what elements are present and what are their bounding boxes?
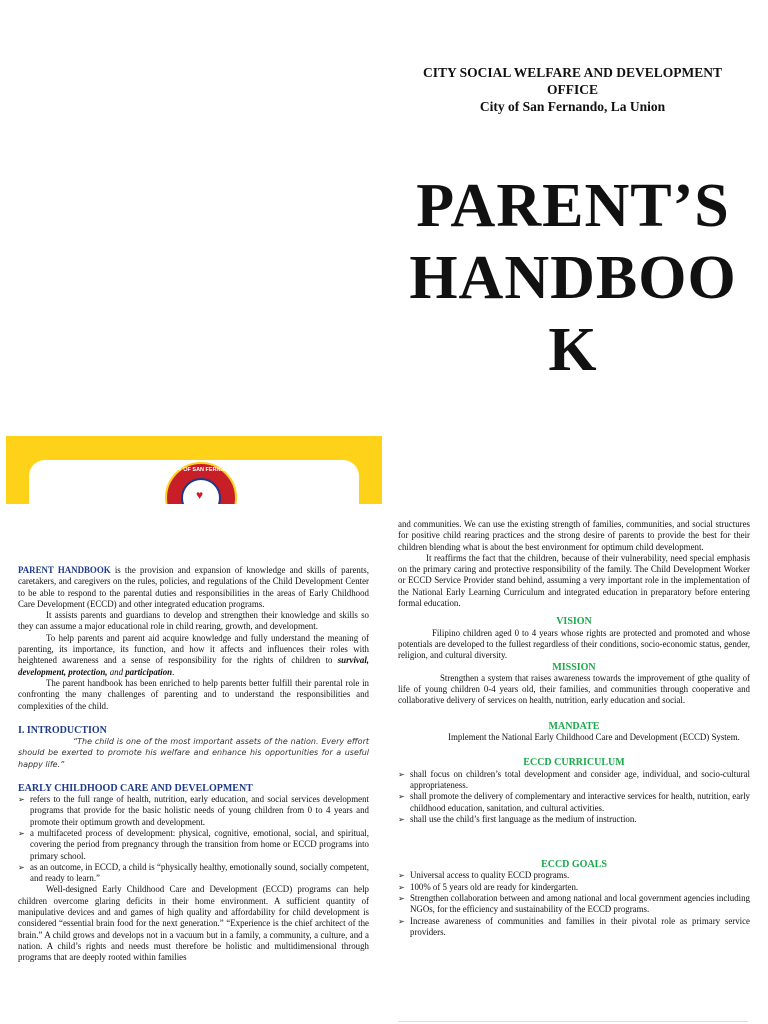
vision-text: Filipino children aged 0 to 4 years whose rights are protected and promoted and whose potentials are developed to the fullest regardless of their conditions, socio-economic status, gender, religion, and cultural diversity. [398,627,750,661]
mandate-heading: MANDATE [548,720,600,732]
heart-icon: ♥ [196,488,204,502]
curriculum-heading: ECCD CURRICULUM [523,757,625,769]
list-item: ➢ Universal access to quality ECCD programs. [398,870,750,881]
seal-text: CITY OF SAN FERNANDO [169,467,237,473]
rights-list: survival, development, protection, [18,655,369,677]
cover-band [6,436,382,504]
right-column [398,519,750,938]
intro-quote: “The child is one of the most important assets of the nation. Every effort should be exerted to promote his welfare and enhance his opportunities for a useful happy life.” [18,737,369,769]
paragraph-3 [18,633,369,678]
title-line2: HANDBOO [409,244,737,312]
title-line3: K [548,316,598,384]
paragraph-5: Well-designed Early Childhood Care and Development (ECCD) programs can help children overcome glaring deficits in their home environment. A sufficient quantity of manipulative devices and and games of high quality and affordability for child development is considered “essential brain food for the next generation.” “Experience is the chief architect of the brain.” A child grows and develops not in a vacuum but in a family, a community, a culture, and a nation. A child’s rights and needs must therefore be holistic and multidimensional through programs that are deeply rooted within families [18,884,369,963]
list-item: ➢ Strengthen collaboration between and among national and local government agencies including NGOs, for the efficiency and sustainability of the ECCD programs. [398,893,750,916]
goals-bullet-list [398,870,750,938]
mandate-text: Implement the National Early Childhood Care and Development (ECCD) System. [448,732,740,743]
list-item: ➢ 100% of 5 years old are ready for kindergarten. [398,882,750,893]
intro-rest: is the provision and expansion of knowledge and skills of parents, caretakers, and caregivers on the rules, policies, and regulations of the Child Development Center to be able to respond to the parental duties and responsibilities in the areas of Early Childhood Care Development (ECCD) and other integrated education programs. [18,565,369,609]
mission-heading: MISSION [552,661,596,673]
section-eccd-heading: EARLY CHILDHOOD CARE AND DEVELOPMENT [18,782,253,794]
seal-inner-icon [181,478,221,504]
list-item: ➢ shall use the child’s first language as the medium of instruction. [398,814,750,825]
rights-and: and [107,666,126,677]
rights-participation: participation [125,666,173,677]
curriculum-bullet-list [398,769,750,825]
office-name-line2: OFFICE [546,81,598,97]
office-name-line1: CITY SOCIAL WELFARE AND DEVELOPMENT [422,65,723,80]
office-location: City of San Fernando, La Union [479,99,666,114]
section-introduction-heading: I. INTRODUCTION [18,724,107,736]
list-item: ➢ a multifaceted process of development: physical, cognitive, emotional, social, and spiritual, covering the period from pregnancy through the transition from home or ECCD programs into primary school. [18,828,369,862]
reaffirm-paragraph: It reaffirms the fact that the children, because of their vulnerability, need special emphasis on the primary caring and protective responsibility of the family. The Child Development Worker or ECCD Service Provider stand behind, assuming a very important role in the implementation of the National Early Learning Curriculum and integrated education in preparatory before entering formal education. [398,552,750,609]
intro-paragraph [18,565,369,610]
list-item: ➢ refers to the full range of health, nutrition, early education, and social services development programs that provide for the basic holistic needs of young children from 0 to 4 years and promote their optimum growth and development. [18,794,369,828]
title-line1: PARENT’S [416,172,730,240]
eccd-bullet-list [18,794,369,884]
office-header [400,65,745,116]
city-seal-logo [165,462,237,504]
list-item: ➢ shall promote the delivery of complementary and interactive services for health, nutrition, early childhood education, sanitation, and cultural activities. [398,791,750,814]
list-item: ➢ Increase awareness of communities and families in their pivotal role as primary service providers. [398,916,750,939]
handbook-title [398,170,748,386]
intro-lead: PARENT HANDBOOK [18,565,111,575]
list-item: ➢ as an outcome, in ECCD, a child is “physically healthy, emotionally sound, socially competent, and ready to learn.” [18,862,369,885]
goals-heading: ECCD GOALS [541,859,607,871]
vision-heading: VISION [556,616,592,628]
paragraph-3-end: . [172,666,175,677]
mission-text: Strengthen a system that raises awareness towards the improvement of gthe quality of life of young children 0-4 years old, their families, and communities through cooperative and collaborative delivery of services on health, nutrition, early education and social. [398,672,750,706]
left-column [18,565,369,964]
page-divider [398,1021,748,1022]
list-item: ➢ shall focus on children’s total development and consider age, individual, and socio-cultural appropriateness. [398,769,750,792]
paragraph-2: It assists parents and guardians to develop and strengthen their knowledge and skills so they can assume a major educational role in child rearing, growth, and development. [18,610,369,632]
paragraph-3-text: To help parents and parent aid acquire knowledge and fully understand the meaning of parenting, its importance, its function, and how it affects and influences their roles with heightened awareness and a sense of responsibility for the rights of children to [18,632,369,666]
paragraph-4: The parent handbook has been enriched to help parents better fulfill their parental role in confronting the many challenges of parenting and to understand the responsibilities and complexities of the child. [18,677,369,711]
continuation-paragraph: and communities. We can use the existing strength of families, communities, and social structures for positive child rearing practices and the strong desire of parents to provide the best for their children blending what is about the best environment for optimum child development. [398,519,750,552]
